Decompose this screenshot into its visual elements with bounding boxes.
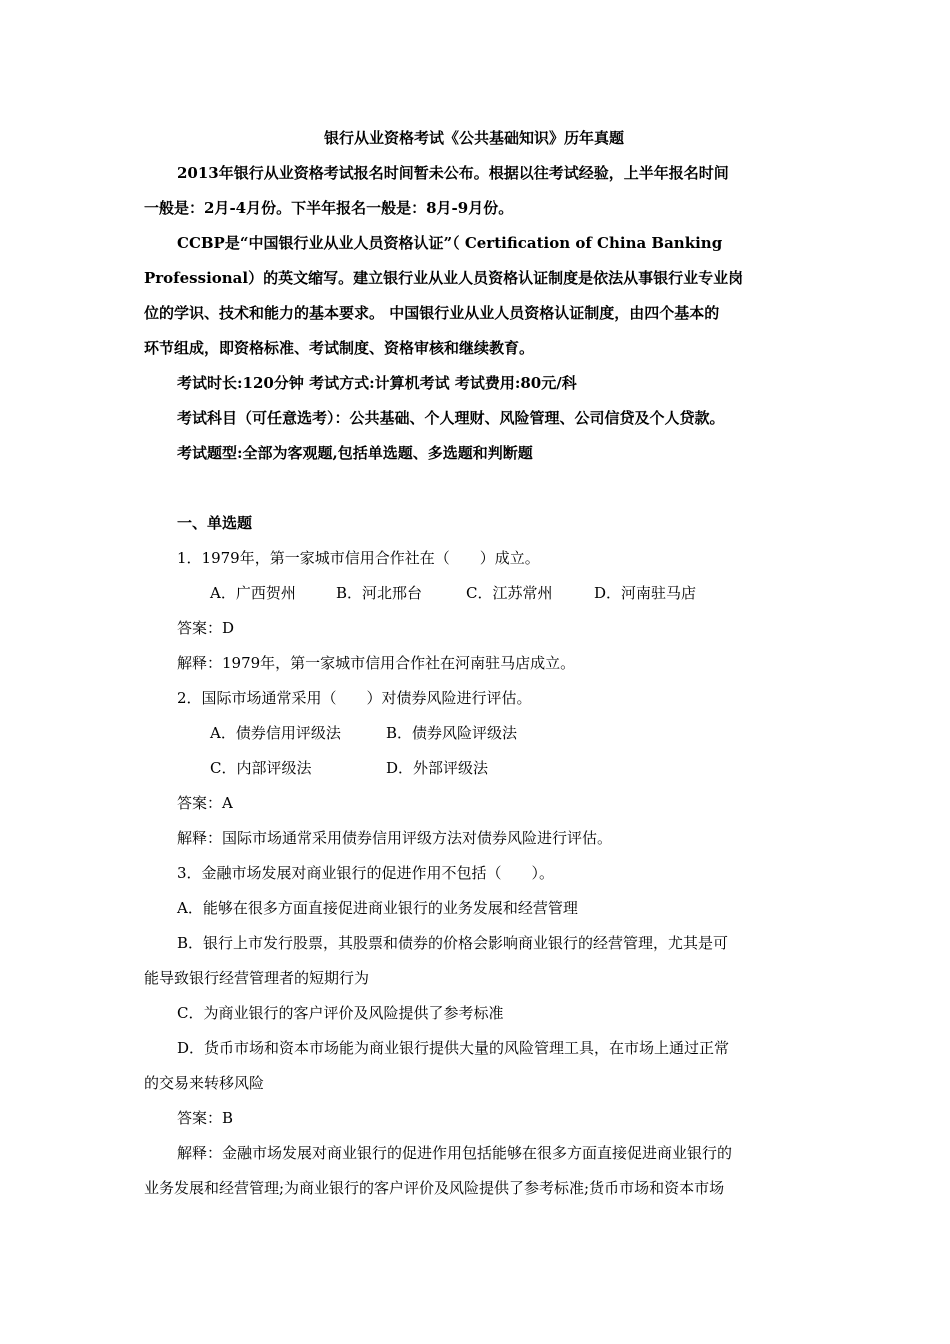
exam-duration: 考试时长:120分钟 考试方式:计算机考试 考试费用:80元/科 — [177, 374, 577, 392]
question-3-option-d-line-2: 的交易来转移风险 — [144, 1074, 265, 1092]
exam-question-types: 考试题型:全部为客观题,包括单选题、多选题和判断题 — [177, 444, 533, 462]
question-3: 3．金融市场发展对商业银行的促进作用不包括（ ）。 — [177, 864, 555, 882]
document-body — [144, 120, 804, 1206]
question-2-explanation: 解释：国际市场通常采用债券信用评级方法对债券风险进行评估。 — [177, 829, 613, 847]
question-2-options-row-2 — [144, 751, 804, 786]
option: C．内部评级法 — [210, 759, 312, 777]
intro-paragraph-1-line-2: 一般是：2月-4月份。下半年报名一般是：8月-9月份。 — [144, 199, 514, 217]
option: B．河北邢台 — [336, 584, 423, 602]
question-1: 1．1979年，第一家城市信用合作社在（ ）成立。 — [177, 549, 540, 567]
question-3-explanation-line-1: 解释：金融市场发展对商业银行的促进作用包括能够在很多方面直接促进商业银行的 — [177, 1144, 733, 1162]
question-3-option-b-line-2: 能导致银行经营管理者的短期行为 — [144, 969, 370, 987]
option: A．广西贺州 — [210, 584, 296, 602]
question-3-option-d-line-1: D．货币市场和资本市场能为商业银行提供大量的风险管理工具，在市场上通过正常 — [177, 1039, 730, 1057]
intro-paragraph-2-line-3: 位的学识、技术和能力的基本要求。 中国银行业从业人员资格认证制度，由四个基本的 — [144, 304, 720, 322]
question-2: 2．国际市场通常采用（ ）对债券风险进行评估。 — [177, 689, 532, 707]
document-title: 银行从业资格考试《公共基础知识》历年真题 — [323, 129, 624, 147]
question-2-answer: 答案：A — [177, 794, 233, 812]
option: D．外部评级法 — [386, 759, 489, 777]
question-3-answer: 答案：B — [177, 1109, 234, 1127]
intro-paragraph-2-line-4: 环节组成，即资格标准、考试制度、资格审核和继续教育。 — [144, 339, 535, 357]
question-1-explanation: 解释：1979年，第一家城市信用合作社在河南驻马店成立。 — [177, 654, 576, 672]
question-1-options — [144, 576, 804, 611]
option: C．江苏常州 — [466, 584, 553, 602]
option: A．债券信用评级法 — [210, 724, 341, 742]
question-3-explanation-line-2: 业务发展和经营管理;为商业银行的客户评价及风险提供了参考标准;货币市场和资本市场 — [144, 1179, 725, 1197]
intro-paragraph-1-line-1: 2013年银行从业资格考试报名时间暂未公布。根据以往考试经验，上半年报名时间 — [177, 164, 729, 182]
option: B．债券风险评级法 — [386, 724, 518, 742]
blank-line — [144, 471, 804, 506]
option: D．河南驻马店 — [594, 584, 697, 602]
question-3-option-a: A．能够在很多方面直接促进商业银行的业务发展和经营管理 — [177, 899, 578, 917]
question-3-option-b-line-1: B．银行上市发行股票，其股票和债券的价格会影响商业银行的经营管理，尤其是可 — [177, 934, 729, 952]
intro-paragraph-2-line-2: Professional）的英文缩写。建立银行业从业人员资格认证制度是依法从事银行业专业岗 — [144, 269, 744, 287]
question-1-answer: 答案：D — [177, 619, 235, 637]
question-2-options-row-1 — [144, 716, 804, 751]
section-heading: 一、单选题 — [177, 514, 253, 532]
intro-paragraph-2-line-1: CCBP是“中国银行业从业人员资格认证”（ Certification of China Banking — [177, 234, 723, 252]
question-3-option-c: C．为商业银行的客户评价及风险提供了参考标准 — [177, 1004, 504, 1022]
exam-subjects: 考试科目（可任意选考）：公共基础、个人理财、风险管理、公司信贷及个人贷款。 — [177, 409, 725, 427]
